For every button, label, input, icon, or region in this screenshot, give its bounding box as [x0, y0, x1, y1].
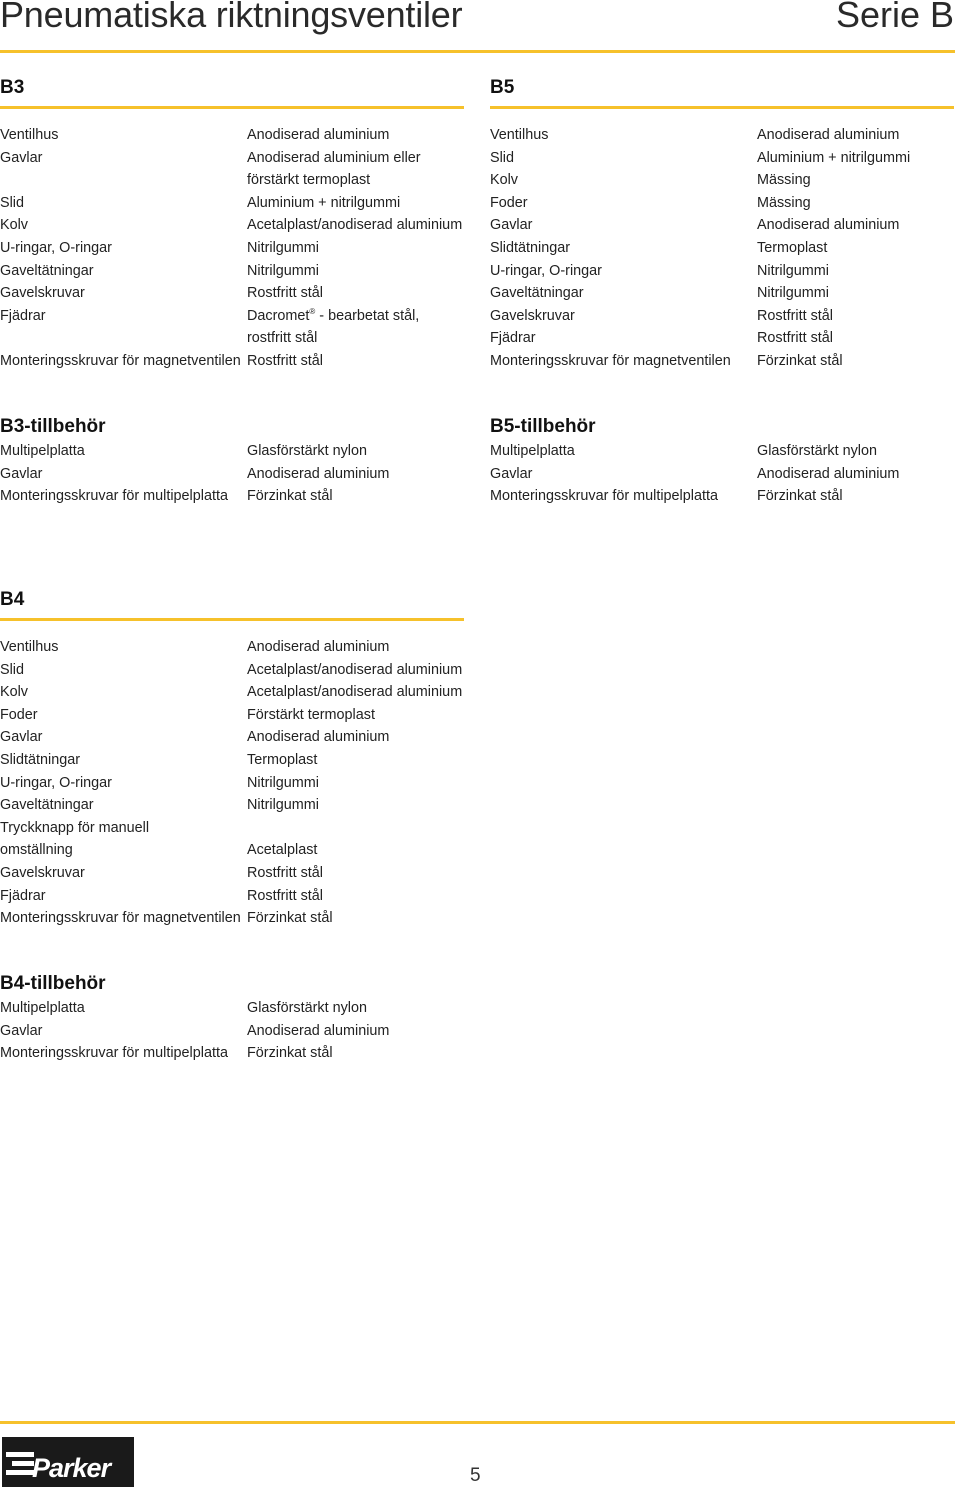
part-name: Gavelskruvar: [490, 307, 575, 324]
table-row: [0, 169, 470, 192]
table-b4-accessories: [0, 997, 470, 1065]
material: Aluminium + nitrilgummi: [247, 194, 401, 211]
material: [247, 305, 419, 328]
table-row: [490, 169, 955, 192]
material: Nitrilgummi: [247, 774, 319, 791]
part-name: Ventilhus: [0, 127, 59, 143]
part-name: Monteringsskruvar för magnetventilen: [0, 910, 241, 927]
table-b5: [490, 124, 955, 373]
table-row: [0, 862, 470, 885]
part-name: Monteringsskruvar för magnetventilen: [0, 352, 241, 369]
table-row: [0, 704, 470, 727]
part-name: Gavelskruvar: [0, 285, 85, 302]
table-row: [0, 1042, 470, 1065]
part-name: Foder: [490, 194, 528, 211]
part-name: Gaveltätningar: [0, 797, 94, 814]
table-row: [0, 214, 470, 237]
table-row: [490, 214, 955, 237]
material: Anodiserad aluminium: [757, 127, 900, 143]
part-name: omställning: [0, 842, 73, 859]
part-name: Kolv: [0, 684, 28, 701]
logo-text: Parker: [32, 1453, 111, 1483]
table-row: [0, 907, 470, 930]
table-row: [0, 1020, 470, 1043]
material: Mässing: [757, 194, 811, 211]
material: Nitrilgummi: [757, 285, 829, 302]
material: Förzinkat stål: [757, 352, 843, 369]
part-name: Gaveltätningar: [490, 285, 584, 302]
table-row: [0, 772, 470, 795]
material: Anodiserad aluminium: [247, 127, 390, 143]
material-desc: - bearbetat stål,: [315, 307, 420, 324]
table-b5-accessories: [490, 440, 955, 508]
material: Termoplast: [247, 751, 318, 768]
material: Nitrilgummi: [247, 239, 319, 256]
table-row: [0, 681, 470, 704]
registered-mark: ®: [309, 306, 316, 316]
material: Nitrilgummi: [247, 797, 319, 814]
material: Förstärkt termoplast: [247, 706, 375, 723]
part-name: Slidtätningar: [490, 239, 570, 256]
part-name: Slidtätningar: [0, 751, 80, 768]
part-name: U-ringar, O-ringar: [0, 239, 112, 256]
material: Glasförstärkt nylon: [247, 443, 367, 459]
section-heading-b5-accessories: B5-tillbehör: [490, 416, 596, 437]
part-name: Tryckknapp för manuell: [0, 819, 150, 836]
table-row: [490, 237, 955, 260]
page-title: Pneumatiska riktningsventiler: [0, 0, 463, 35]
header-rule: [0, 50, 955, 53]
section-heading-b3: B3: [0, 77, 25, 98]
section-rule-b5: [490, 106, 954, 109]
material: Nitrilgummi: [757, 262, 829, 279]
part-name: Multipelplatta: [0, 1000, 85, 1016]
part-name: Multipelplatta: [0, 443, 85, 459]
material: Rostfritt stål: [247, 887, 323, 904]
material: Anodiserad aluminium: [247, 639, 390, 655]
part-name: Fjädrar: [0, 887, 46, 904]
part-name: Gavlar: [0, 1022, 43, 1039]
material: Termoplast: [757, 239, 828, 256]
material: Glasförstärkt nylon: [757, 443, 877, 459]
table-row: [0, 282, 470, 305]
table-row: [490, 260, 955, 283]
table-row: [490, 147, 955, 170]
part-name: Monteringsskruvar för multipelplatta: [0, 1045, 228, 1062]
footer-rule: [0, 1421, 955, 1424]
material: Acetalplast/anodiserad aluminium: [247, 684, 463, 701]
section-rule-b3: [0, 106, 464, 109]
part-name: Gavelskruvar: [0, 864, 85, 881]
material: Glasförstärkt nylon: [247, 1000, 367, 1016]
table-row: [490, 327, 955, 350]
table-row: [0, 885, 470, 908]
section-heading-b4-accessories: B4-tillbehör: [0, 973, 106, 994]
table-row: [0, 124, 470, 147]
material-brand: Dacromet: [247, 307, 310, 324]
material: Anodiserad aluminium eller: [247, 149, 421, 166]
material: Anodiserad aluminium: [247, 465, 390, 482]
table-row: [0, 350, 470, 373]
part-name: Monteringsskruvar för magnetventilen: [490, 352, 731, 369]
table-row: [0, 659, 470, 682]
table-b3: [0, 124, 470, 373]
material: Förzinkat stål: [247, 910, 333, 927]
table-row: [490, 192, 955, 215]
material: Förzinkat stål: [757, 488, 843, 505]
part-name: U-ringar, O-ringar: [0, 774, 112, 791]
table-row: [0, 305, 470, 328]
part-name: Kolv: [0, 217, 28, 234]
part-name: U-ringar, O-ringar: [490, 262, 602, 279]
section-rule-b4: [0, 618, 464, 621]
part-name: Ventilhus: [0, 639, 59, 655]
material: Rostfritt stål: [247, 864, 323, 881]
material: Anodiserad aluminium: [757, 217, 900, 234]
series-title: Serie B: [835, 0, 954, 35]
material: förstärkt termoplast: [247, 172, 371, 189]
part-name: Ventilhus: [490, 127, 549, 143]
part-name: Gaveltätningar: [0, 262, 94, 279]
table-row: [490, 440, 955, 463]
parker-logo: [2, 1437, 134, 1487]
table-row: [0, 147, 470, 170]
table-row: [0, 237, 470, 260]
part-name: Fjädrar: [0, 307, 46, 324]
part-name: Multipelplatta: [490, 443, 575, 459]
table-row: [0, 997, 470, 1020]
part-name: Monteringsskruvar för multipelplatta: [0, 488, 228, 505]
table-row: [0, 260, 470, 283]
part-name: Slid: [0, 194, 24, 211]
table-row: [490, 124, 955, 147]
part-name: Gavlar: [0, 465, 43, 482]
part-name: Fjädrar: [490, 330, 536, 347]
material: Acetalplast: [247, 842, 318, 859]
material: Rostfritt stål: [247, 352, 323, 369]
table-row: [0, 636, 470, 659]
material: Förzinkat stål: [247, 1045, 333, 1062]
table-row: [490, 485, 955, 508]
table-row: [490, 463, 955, 486]
material: Anodiserad aluminium: [247, 1022, 390, 1039]
table-row: [0, 440, 470, 463]
part-name: Gavlar: [0, 729, 43, 746]
part-name: Kolv: [490, 172, 518, 189]
section-heading-b4: B4: [0, 589, 25, 610]
material: Anodiserad aluminium: [757, 465, 900, 482]
material: Acetalplast/anodiserad aluminium: [247, 217, 463, 234]
table-row: [490, 305, 955, 328]
material: Aluminium + nitrilgummi: [757, 149, 911, 166]
table-row: [0, 817, 470, 840]
part-name: Gavlar: [490, 217, 533, 234]
table-row: [0, 463, 470, 486]
material: Rostfritt stål: [757, 330, 833, 347]
material: Rostfritt stål: [757, 307, 833, 324]
table-row: [0, 726, 470, 749]
part-name: Gavlar: [490, 465, 533, 482]
table-row: [0, 192, 470, 215]
part-name: Slid: [0, 661, 24, 678]
section-heading-b3-accessories: B3-tillbehör: [0, 416, 106, 437]
material: Acetalplast/anodiserad aluminium: [247, 661, 463, 678]
table-row: [0, 839, 470, 862]
table-row: [0, 485, 470, 508]
table-row: [0, 749, 470, 772]
table-row: [0, 327, 470, 350]
material: Mässing: [757, 172, 811, 189]
material: Anodiserad aluminium: [247, 729, 390, 746]
material: rostfritt stål: [247, 330, 318, 347]
part-name: Foder: [0, 706, 38, 723]
table-row: [490, 350, 955, 373]
table-b3-accessories: [0, 440, 470, 508]
material: Rostfritt stål: [247, 285, 323, 302]
table-row: [490, 282, 955, 305]
material: Förzinkat stål: [247, 488, 333, 505]
table-b4: [0, 636, 470, 930]
section-heading-b5: B5: [490, 77, 515, 98]
part-name: Slid: [490, 149, 514, 166]
page-number: 5: [470, 1465, 481, 1486]
material: Nitrilgummi: [247, 262, 319, 279]
table-row: [0, 794, 470, 817]
part-name: Gavlar: [0, 149, 43, 166]
part-name: Monteringsskruvar för multipelplatta: [490, 488, 718, 505]
